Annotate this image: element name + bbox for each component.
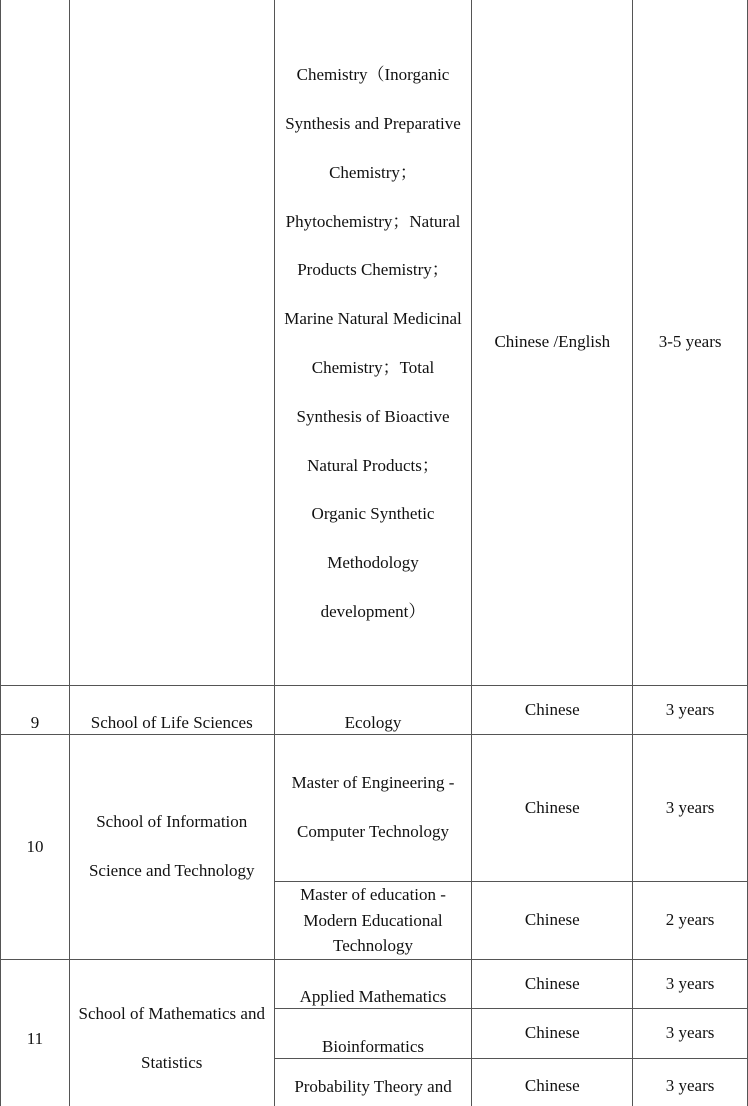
specialty-cell: Probability Theory and bbox=[274, 1058, 472, 1106]
table-row bbox=[1, 0, 748, 686]
row-number-cell: 11 bbox=[1, 959, 70, 1106]
language-cell: Chinese bbox=[472, 959, 633, 1008]
table-row bbox=[1, 735, 748, 882]
specialty-cell: Chemistry（Inorganic Synthesis and Preparative Chemistry；Phytochemistry；Natural Products Chemistry； Marine Natural Medicinal Chemistry；Total Synthesis of Bioactive Natural Products；Organic Synthetic Methodology development） bbox=[274, 0, 472, 686]
duration-cell: 3-5 years bbox=[633, 0, 748, 686]
school-cell: School of Mathematics and Statistics bbox=[69, 959, 274, 1106]
duration-cell: 3 years bbox=[633, 1058, 748, 1106]
duration-cell: 3 years bbox=[633, 735, 748, 882]
school-cell: School of Information Science and Technology bbox=[69, 735, 274, 960]
language-cell: Chinese bbox=[472, 1008, 633, 1058]
specialty-cell: Master of education - Modern Educational Technology bbox=[274, 882, 472, 960]
language-cell: Chinese bbox=[472, 686, 633, 735]
row-number-cell: 10 bbox=[1, 735, 70, 960]
duration-cell: 2 years bbox=[633, 882, 748, 960]
row-number-cell bbox=[1, 0, 70, 686]
specialty-cell: Master of Engineering - Computer Technology bbox=[274, 735, 472, 882]
language-cell: Chinese /English bbox=[472, 0, 633, 686]
school-cell bbox=[69, 0, 274, 686]
duration-cell: 3 years bbox=[633, 1008, 748, 1058]
specialty-cell: Applied Mathematics bbox=[274, 959, 472, 1008]
language-cell: Chinese bbox=[472, 1058, 633, 1106]
duration-cell: 3 years bbox=[633, 959, 748, 1008]
table-row bbox=[1, 686, 748, 735]
specialty-cell: Bioinformatics bbox=[274, 1008, 472, 1058]
duration-cell: 3 years bbox=[633, 686, 748, 735]
language-cell: Chinese bbox=[472, 882, 633, 960]
table-row bbox=[1, 959, 748, 1008]
language-cell: Chinese bbox=[472, 735, 633, 882]
specialty-cell: Ecology bbox=[274, 686, 472, 735]
school-cell: School of Life Sciences bbox=[69, 686, 274, 735]
row-number-cell: 9 bbox=[1, 686, 70, 735]
